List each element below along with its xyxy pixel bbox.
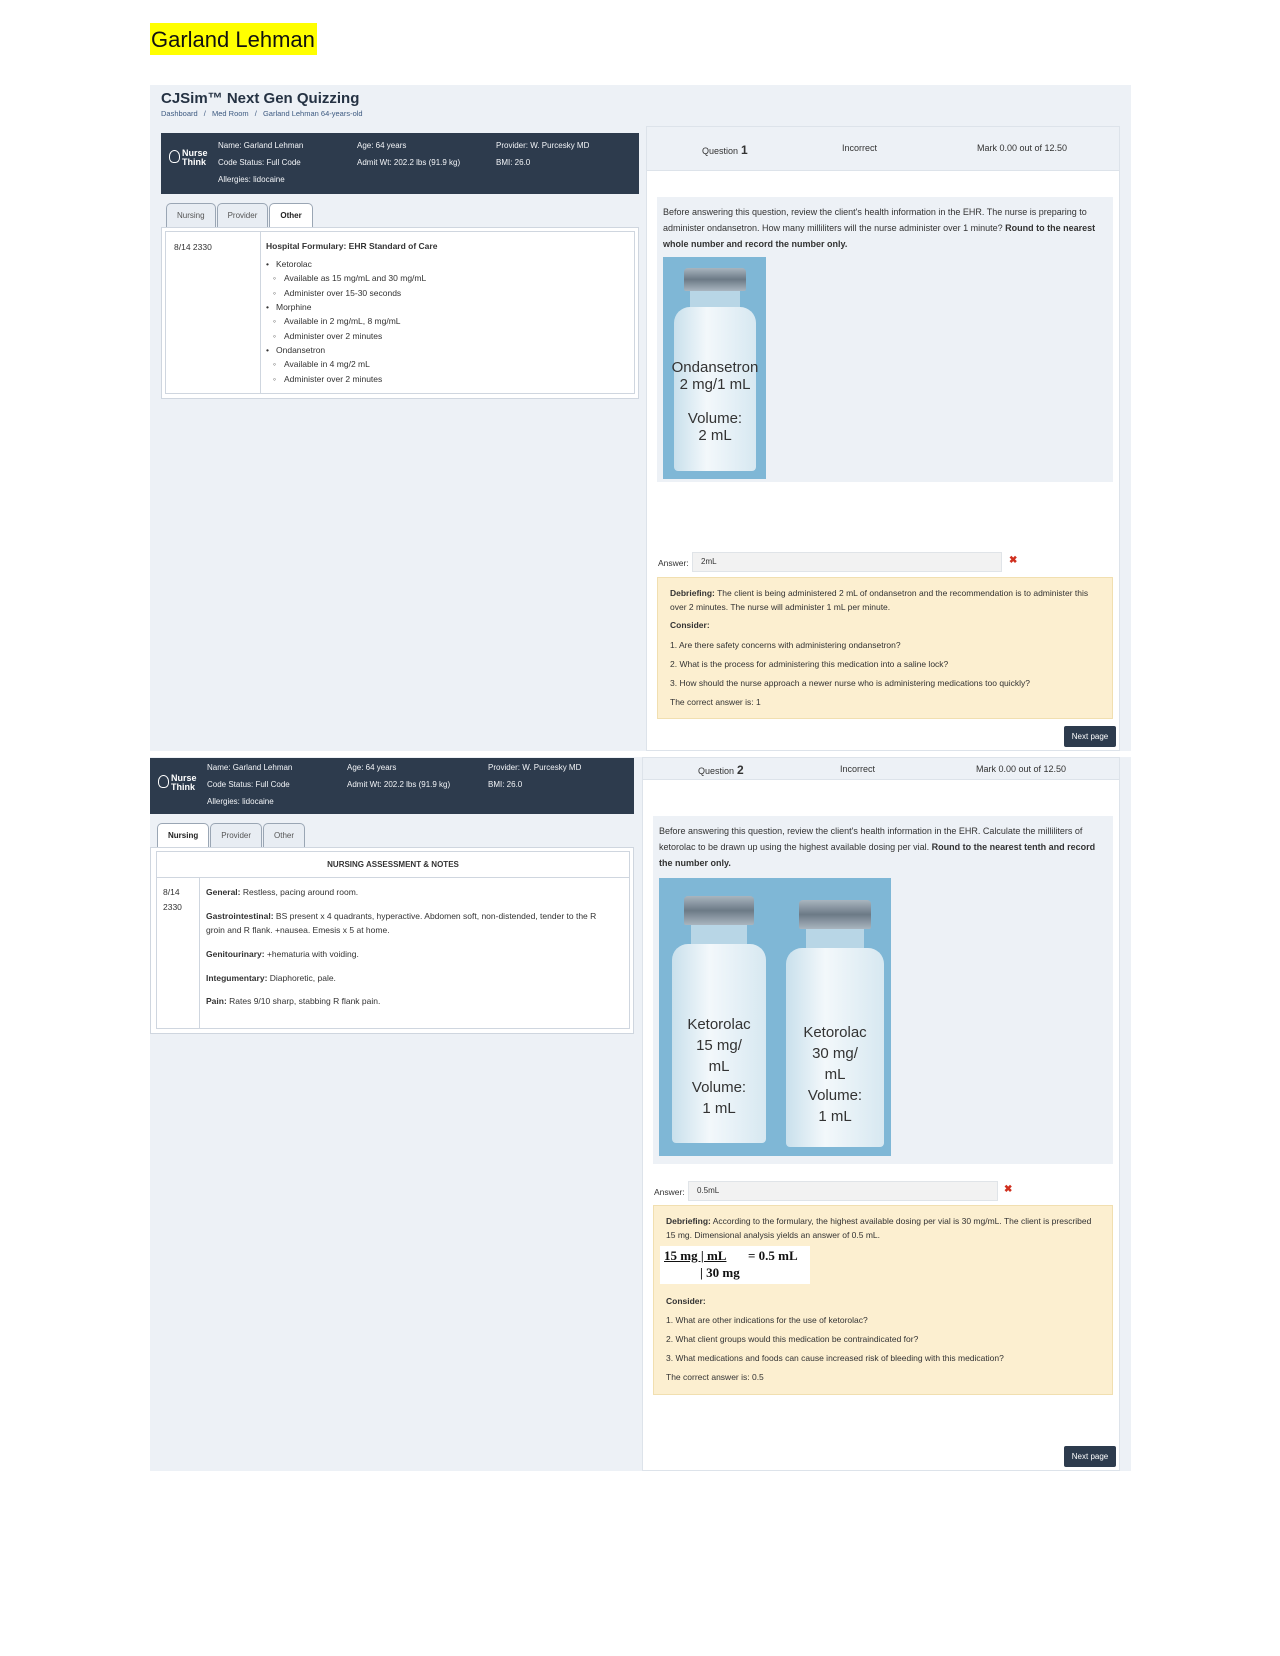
dimensional-analysis-formula: 15 mg | mL = 0.5 mL | 30 mg xyxy=(660,1246,810,1284)
tab-provider[interactable]: Provider xyxy=(210,823,262,847)
nurse-think-logo: Nurse Think xyxy=(158,772,198,802)
patient-code-status: Code Status: Full Code xyxy=(207,780,290,789)
answer-input[interactable]: 2mL xyxy=(692,552,1002,572)
formulary-detail: ◦ Administer over 2 minutes xyxy=(266,372,437,387)
tab-nursing[interactable]: Nursing xyxy=(166,203,216,227)
patient-name: Name: Garland Lehman xyxy=(218,141,304,150)
patient-provider: Provider: W. Purcesky MD xyxy=(496,141,590,150)
patient-admit-weight: Admit Wt: 202.2 lbs (91.9 kg) xyxy=(357,158,461,167)
debriefing-box xyxy=(653,1205,1113,1395)
patient-provider: Provider: W. Purcesky MD xyxy=(488,763,582,772)
consider-item: 2. What client groups would this medication be contraindicated for? xyxy=(666,1334,919,1344)
patient-name: Name: Garland Lehman xyxy=(207,763,293,772)
patient-admit-weight: Admit Wt: 202.2 lbs (91.9 kg) xyxy=(347,780,451,789)
patient-age: Age: 64 years xyxy=(357,141,407,150)
app-title: CJSim™ Next Gen Quizzing xyxy=(161,90,360,107)
patient-age: Age: 64 years xyxy=(347,763,397,772)
consider-label: Consider: xyxy=(670,620,710,630)
nursing-notes-table xyxy=(156,851,630,1029)
question-mark: Mark 0.00 out of 12.50 xyxy=(976,764,1067,774)
question-status: Incorrect xyxy=(840,764,876,774)
note-general: General: Restless, pacing around room. xyxy=(206,887,359,897)
formulary-detail: ◦ Administer over 15-30 seconds xyxy=(266,286,437,301)
patient-bmi: BMI: 26.0 xyxy=(488,780,523,789)
ketorolac-vials-image xyxy=(659,878,891,1156)
consider-item: 3. How should the nurse approach a newer nurse who is administering medications too quickly? xyxy=(670,678,1031,688)
question-panel-2 xyxy=(642,757,1120,1471)
formulary-drug: • Ketorolac xyxy=(266,257,437,271)
breadcrumb-med-room[interactable]: Med Room xyxy=(211,109,249,118)
consider-item: 1. Are there safety concerns with administering ondansetron? xyxy=(670,640,901,650)
ehr-tabs xyxy=(157,823,305,847)
patient-bmi: BMI: 26.0 xyxy=(496,158,531,167)
formulary-title: Hospital Formulary: EHR Standard of Care xyxy=(266,241,438,251)
note-gastrointestinal: Gastrointestinal: BS present x 4 quadrants, hyperactive. Abdomen soft, non-distended, tender to the R groin and R flank. +nausea. Emesis x 5 at home. xyxy=(206,911,597,935)
ehr-panel xyxy=(161,227,639,399)
formulary-drug: • Morphine xyxy=(266,300,437,314)
nursing-notes-header: NURSING ASSESSMENT & NOTES xyxy=(157,852,629,878)
incorrect-x-icon: ✖ xyxy=(1004,1184,1013,1195)
lightbulb-icon xyxy=(158,775,169,788)
consider-item: 2. What is the process for administering this medication into a saline lock? xyxy=(670,659,949,669)
debriefing-text: Debriefing: According to the formulary, the highest available dosing per vial is 30 mg/mL. The client is prescribed 15 mg. Dimensional analysis yields an answer of 0.5 mL. xyxy=(666,1216,1092,1240)
ondansetron-vial-image: Ondansetron 2 mg/1 mL Volume: 2 mL xyxy=(663,257,766,479)
breadcrumb-separator: / xyxy=(203,109,206,118)
question-number: Question 2 xyxy=(698,763,744,777)
answer-label: Answer: xyxy=(654,1187,685,1197)
answer-input[interactable]: 0.5mL xyxy=(688,1181,998,1201)
formulary-detail: ◦ Available in 4 mg/2 mL xyxy=(266,357,437,372)
patient-allergies: Allergies: lidocaine xyxy=(207,797,274,806)
note-pain: Pain: Rates 9/10 sharp, stabbing R flank pain. xyxy=(206,996,381,1006)
breadcrumb-dashboard[interactable]: Dashboard xyxy=(161,109,198,118)
incorrect-x-icon: ✖ xyxy=(1009,555,1018,566)
correct-answer: The correct answer is: 0.5 xyxy=(666,1372,764,1382)
formulary-detail: ◦ Available in 2 mg/mL, 8 mg/mL xyxy=(266,314,437,329)
column-divider xyxy=(260,232,261,393)
patient-allergies: Allergies: lidocaine xyxy=(218,175,285,184)
note-genitourinary: Genitourinary: +hematuria with voiding. xyxy=(206,949,359,959)
quiz-screenshot-2 xyxy=(150,757,1131,1471)
question-status: Incorrect xyxy=(842,143,878,153)
answer-label: Answer: xyxy=(658,558,689,568)
patient-code-status: Code Status: Full Code xyxy=(218,158,301,167)
nurse-think-logo: Nurse Think xyxy=(169,147,209,177)
next-page-button[interactable]: Next page xyxy=(1064,726,1116,747)
quiz-screenshot-1 xyxy=(150,85,1131,751)
notes-date: 8/14 2330 xyxy=(163,887,182,912)
breadcrumb xyxy=(161,109,367,118)
tab-other[interactable]: Other xyxy=(269,203,312,227)
lightbulb-icon xyxy=(169,150,180,163)
formulary-table xyxy=(165,231,635,394)
question-number: Question 1 xyxy=(702,143,748,157)
formulary-date: 8/14 2330 xyxy=(174,242,212,252)
question-header xyxy=(643,758,1119,780)
formulary-detail: ◦ Administer over 2 minutes xyxy=(266,329,437,344)
breadcrumb-separator: / xyxy=(254,109,257,118)
formulary-detail: ◦ Available as 15 mg/mL and 30 mg/mL xyxy=(266,271,437,286)
correct-answer: The correct answer is: 1 xyxy=(670,697,761,707)
tab-provider[interactable]: Provider xyxy=(217,203,269,227)
breadcrumb-patient[interactable]: Garland Lehman 64-years-old xyxy=(262,109,363,118)
formulary-drug: • Ondansetron xyxy=(266,343,437,357)
consider-item: 3. What medications and foods can cause increased risk of bleeding with this medication? xyxy=(666,1353,1004,1363)
note-integumentary: Integumentary: Diaphoretic, pale. xyxy=(206,973,336,983)
debriefing-box xyxy=(657,577,1113,719)
tab-nursing[interactable]: Nursing xyxy=(157,823,209,847)
question-header xyxy=(647,127,1119,171)
tab-other[interactable]: Other xyxy=(263,823,305,847)
question-body xyxy=(657,197,1113,482)
question-text: Before answering this question, review the client's health information in the EHR. The nurse is preparing to administer ondansetron. How many milliliters will the nurse administer over 1 minute? Round to the nearest whole number and record the number only. xyxy=(663,207,1096,249)
consider-item: 1. What are other indications for the use of ketorolac? xyxy=(666,1315,868,1325)
next-page-button[interactable]: Next page xyxy=(1064,1446,1116,1467)
consider-label: Consider: xyxy=(666,1296,706,1306)
question-panel-1 xyxy=(646,126,1120,751)
ketorolac-30-vial: Ketorolac 30 mg/ mL Volume: 1 mL xyxy=(783,890,887,1152)
question-text: Before answering this question, review the client's health information in the EHR. Calculate the milliliters of ketorolac to be drawn up using the highest available dosing per vial. Round to the nearest tenth and record the number only. xyxy=(659,826,1096,868)
ketorolac-15-vial: Ketorolac 15 mg/ mL Volume: 1 mL xyxy=(669,886,769,1148)
question-mark: Mark 0.00 out of 12.50 xyxy=(977,143,1068,153)
debriefing-text: Debriefing: The client is being administered 2 mL of ondansetron and the recommendation is to administer this over 2 minutes. The nurse will administer 1 mL per minute. xyxy=(670,588,1089,612)
patient-header xyxy=(161,133,639,194)
formulary-content xyxy=(266,241,437,386)
question-body xyxy=(653,816,1113,1164)
patient-header xyxy=(150,758,634,814)
document-title: Garland Lehman xyxy=(150,23,317,55)
ehr-panel xyxy=(150,847,634,1034)
ehr-tabs xyxy=(166,203,313,227)
